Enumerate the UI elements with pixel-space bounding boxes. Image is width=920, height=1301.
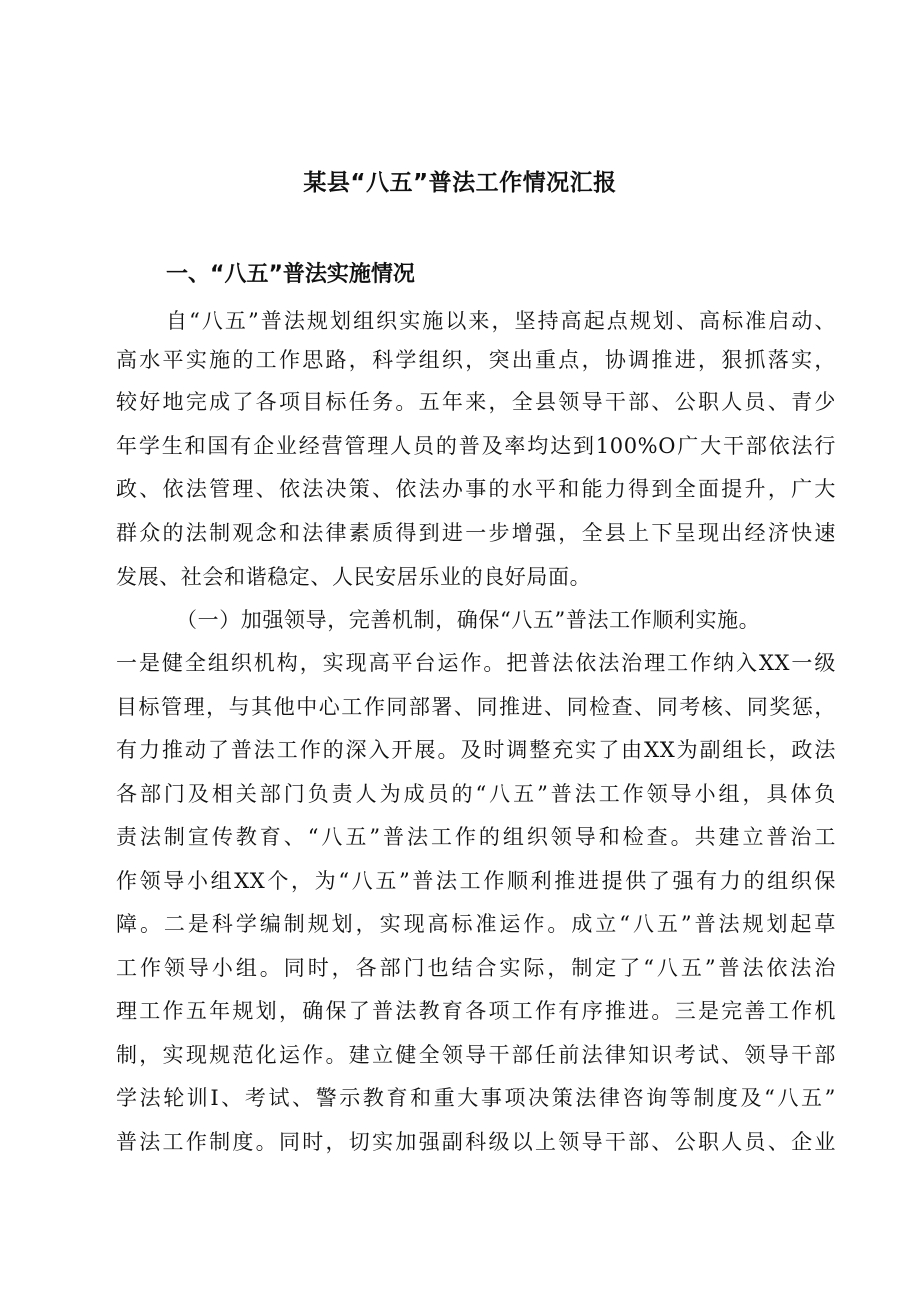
paragraph-line: 较好地完成了各项目标任务。五年来，全县领导干部、公职人员、青少	[116, 390, 836, 414]
paragraph-line: 自“八五”普法规划组织实施以来，坚持高起点规划、高标准启动、	[166, 309, 836, 333]
paragraph-line: 高水平实施的工作思路，科学组织，突出重点，协调推进，狠抓落实，	[116, 348, 836, 372]
paragraph-line: 责法制宣传教育、“八五”普法工作的组织领导和检查。共建立普治工	[116, 825, 836, 849]
paragraph-line: 普法工作制度。同时，切实加强副科级以上领导干部、公职人员、企业	[116, 1130, 836, 1154]
document-title: 某县“八五”普法工作情况汇报	[303, 170, 617, 196]
paragraph-line: 理工作五年规划，确保了普法教育各项工作有序推进。三是完善工作机	[116, 999, 836, 1023]
paragraph-line: 障。二是科学编制规划，实现高标准运作。成立“八五”普法规划起草	[116, 912, 836, 936]
paragraph-line: 政、依法管理、依法决策、依法办事的水平和能力得到全面提升，广大	[116, 477, 836, 501]
paragraph-line: 目标管理，与其他中心工作同部署、同推进、同检查、同考核、同奖惩，	[116, 695, 836, 719]
paragraph-line: 工作领导小组。同时，各部门也结合实际，制定了“八五”普法依法治	[116, 956, 836, 980]
paragraph-line: 年学生和国有企业经营管理人员的普及率均达到100%O广大干部依法行	[116, 434, 836, 458]
paragraph-line: 发展、社会和谐稳定、人民安居乐业的良好局面。	[116, 565, 592, 589]
subsection-heading: （一）加强领导，完善机制，确保“八五”普法工作顺利实施。	[176, 608, 761, 632]
paragraph-line: 学法轮训I、考试、警示教育和重大事项决策法律咨询等制度及“八五”	[116, 1086, 836, 1110]
paragraph-line: 有力推动了普法工作的深入开展。及时调整充实了由XX为副组长，政法	[116, 738, 836, 762]
paragraph-line: 各部门及相关部门负责人为成员的“八五”普法工作领导小组，具体负	[116, 782, 836, 806]
paragraph-line: 作领导小组XX个，为“八五”普法工作顺利推进提供了强有力的组织保	[116, 869, 836, 893]
paragraph-line: 制，实现规范化运作。建立健全领导干部任前法律知识考试、领导干部	[116, 1043, 836, 1067]
section-heading: 一、“八五”普法实施情况	[166, 262, 415, 287]
paragraph-line: 群众的法制观念和法律素质得到进一步增强，全县上下呈现出经济快速	[116, 521, 836, 545]
paragraph-line: 一是健全组织机构，实现高平台运作。把普法依法治理工作纳入XX一级	[116, 651, 836, 675]
